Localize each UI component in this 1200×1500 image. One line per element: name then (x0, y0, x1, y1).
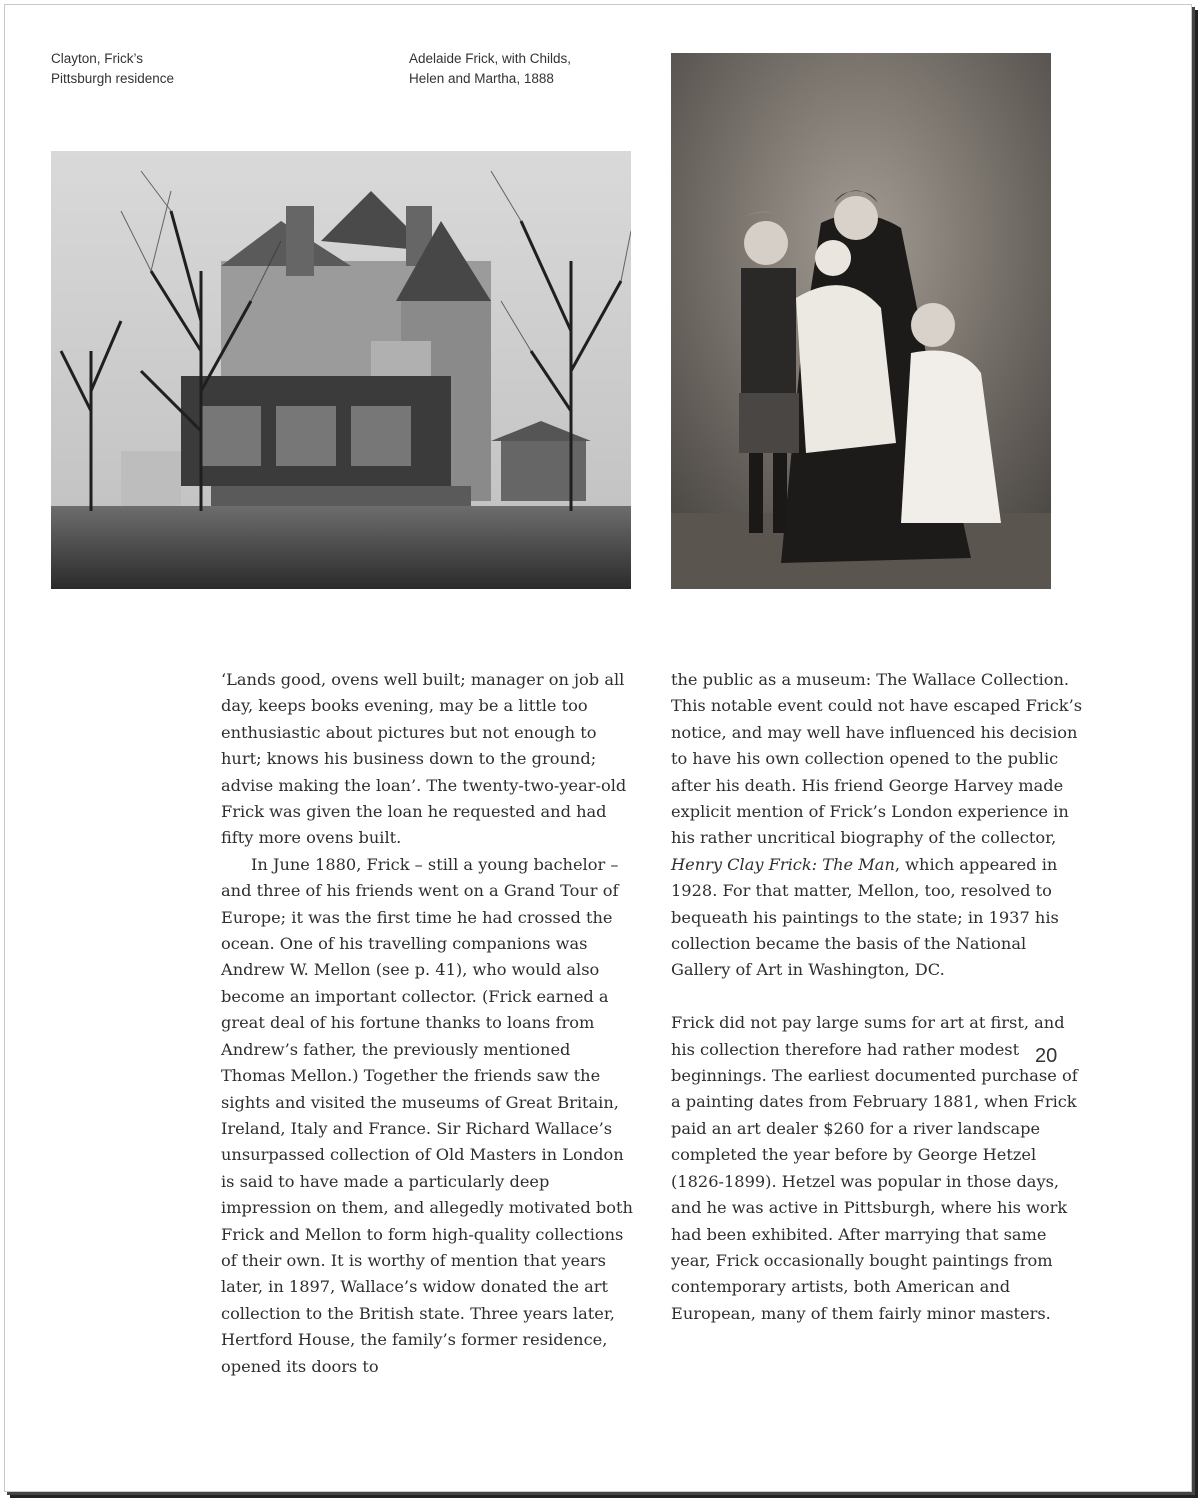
family-portrait-photo (671, 53, 1051, 589)
caption-adelaide (409, 49, 571, 89)
mansion-photo (51, 151, 631, 589)
caption-left-line2: Pittsburgh residence (51, 71, 175, 86)
col2-para1-text-b: , which appeared in 1928. For that matter, Mellon, too, resolved to bequeath his paintings to the state; in 1937 his collection became the basis of the National Gallery of Art in Washington, DC. (671, 854, 1059, 980)
text-column-2 (671, 667, 1083, 1327)
mansion-illustration (51, 151, 631, 589)
col2-para1-text-a: the public as a museum: The Wallace Collection. This notable event could not have escaped Frick’s notice, and may well have influenced his decision to have his own collection opened to the public after his death. His friend George Harvey made explicit mention of Frick’s London experience in his rather uncritical biography of the collector, (671, 670, 1083, 848)
caption-left-line1: Clayton, Frick’s (51, 51, 144, 66)
book-title: Henry Clay Frick: The Man (671, 854, 895, 874)
portrait-illustration (671, 53, 1051, 589)
col2-paragraph-2: Frick did not pay large sums for art at first, and his collection therefore had rather modest beginnings. The earliest documented purchase of a painting dates from February 1881, when Frick paid an art dealer $260 for a river landscape completed the year before by George Hetzel (1826-1899). Hetzel was popular in those days, and he was active in Pittsburgh, where his work had been exhibited. After marrying that same year, Frick occasionally bought paintings from contemporary artists, both American and European, many of them fairly minor masters. (671, 1013, 1078, 1323)
caption-right-line2: Helen and Martha, 1888 (409, 71, 554, 86)
col1-paragraph-2: In June 1880, Frick – still a young bachelor – and three of his friends went on a Grand Tour of Europe; it was the first time he had crossed the ocean. One of his travelling companions was Andrew W. Mellon (see p. 41), who would also become an important collector. (Frick earned a great deal of his fortune thanks to loans from Andrew’s father, the previously mentioned Thomas Mellon.) Together the friends saw the sights and visited the museums of Great Britain, Ireland, Italy and France. Sir Richard Wallace’s unsurpassed collection of Old Masters in London is said to have made a particularly deep impression on them, and allegedly motivated both Frick and Mellon to form high-quality collections of their own. It is worthy of mention that years later, in 1897, Wallace’s widow donated the art collection to the British state. Three years later, Hertford House, the family’s former residence, opened its doors to (221, 854, 633, 1376)
col1-paragraph-1: ‘Lands good, ovens well built; manager on job all day, keeps books evening, may be a little too enthusiastic about pictures but not enough to hurt; knows his business down to the ground; advise making the loan’. The twenty-two-year-old Frick was given the loan he requested and had fifty more ovens built. (221, 670, 627, 848)
page-number: 20 (1035, 1045, 1058, 1067)
col2-paragraph-1 (671, 667, 1083, 984)
text-column-1 (221, 667, 633, 1380)
caption-clayton (51, 49, 174, 89)
caption-right-line1: Adelaide Frick, with Childs, (409, 51, 572, 66)
book-page (4, 4, 1192, 1492)
